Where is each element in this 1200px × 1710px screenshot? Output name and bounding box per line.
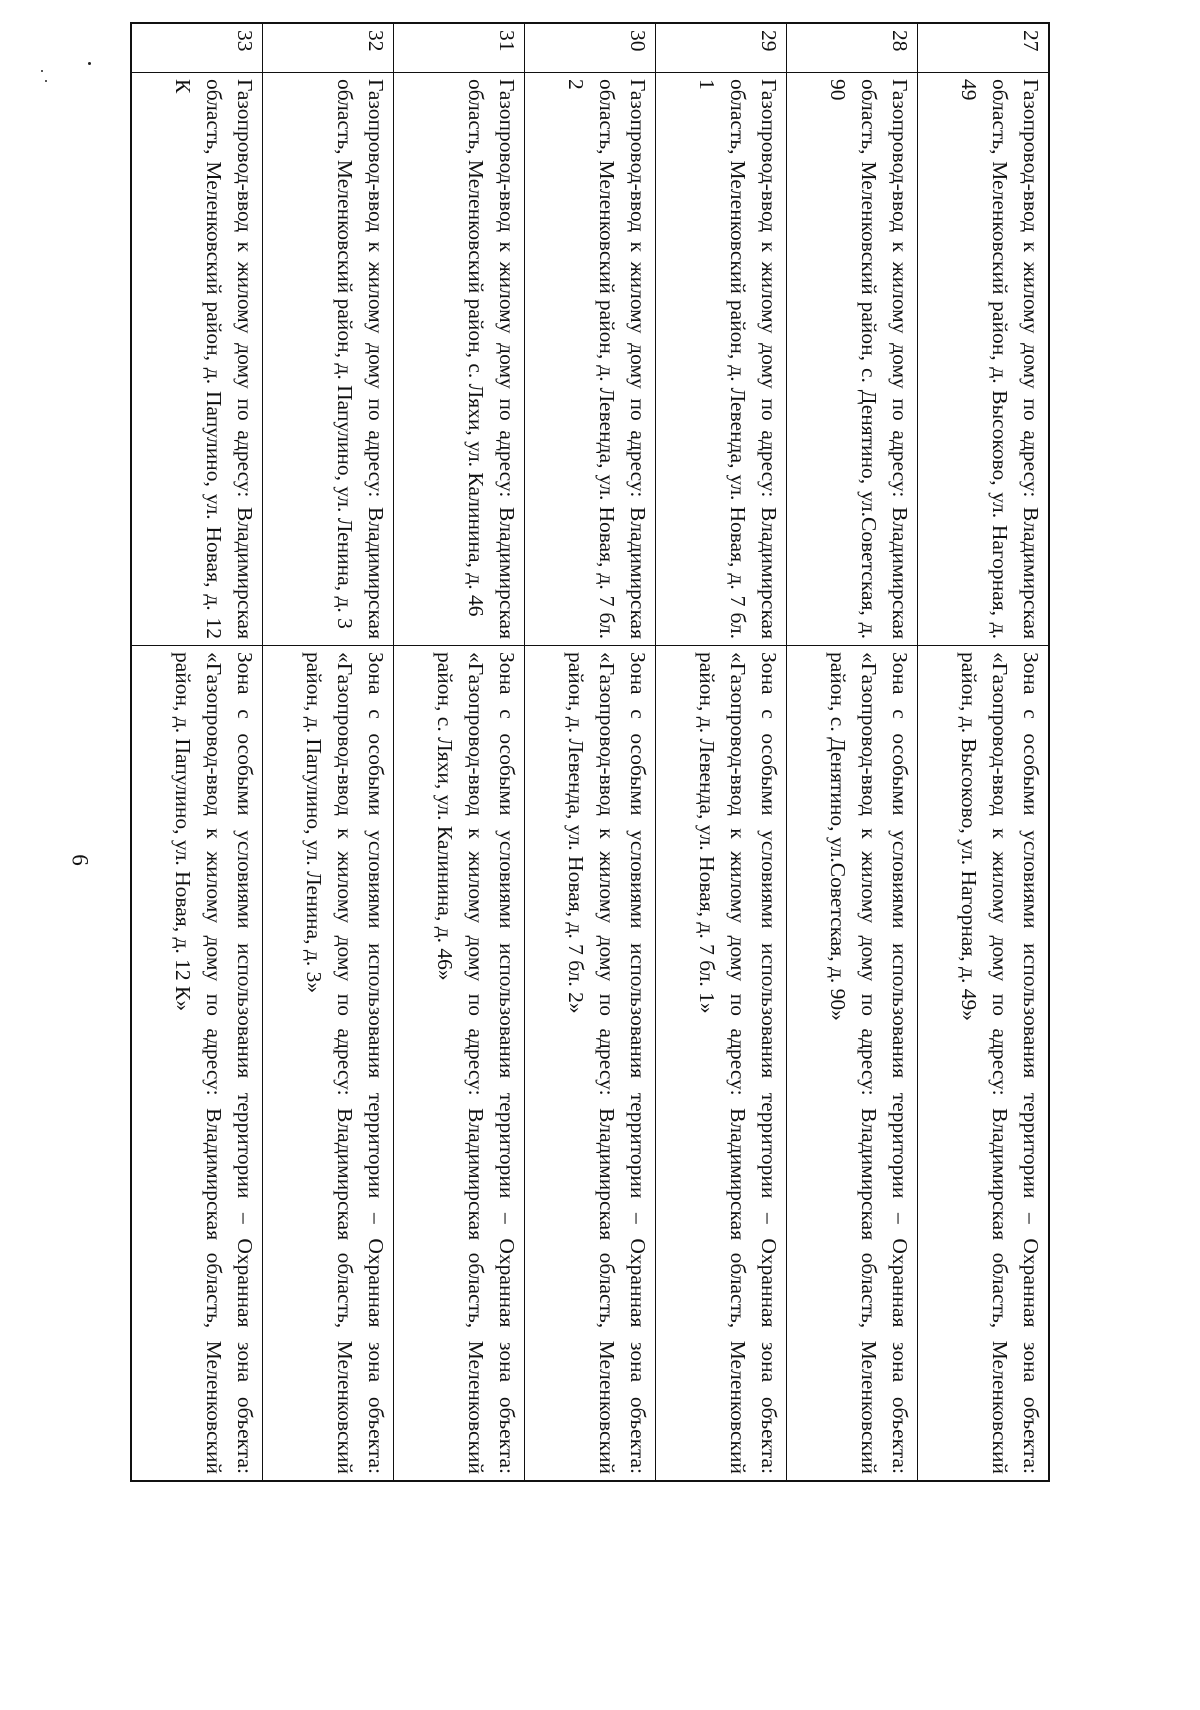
table-row <box>525 23 656 1481</box>
scan-speck <box>45 80 47 82</box>
scan-speck <box>41 70 43 72</box>
table-row <box>131 23 263 1481</box>
row-number: 31 <box>394 23 525 73</box>
table-row <box>917 23 1049 1481</box>
zone-description: Зона с особыми условиями использования территории – Охранная зона объекта: «Газопровод-ввод к жилому дому по адресу: Владимирская область, Меленковский район, д. Папулино, ул. Новая, д. 12 К» <box>131 646 263 1482</box>
page-number: 6 <box>67 854 93 866</box>
object-description: Газопровод-ввод к жилому дому по адресу: Владимирская область, Меленковский район, д. Папулино, ул. Новая, д. 12 К <box>131 73 263 646</box>
rotated-table-container <box>130 22 1050 1482</box>
zone-description: Зона с особыми условиями использования территории – Охранная зона объекта: «Газопровод-ввод к жилому дому по адресу: Владимирская область, Меленковский район, с. Ляхи, ул. Калинина, д. 46» <box>394 646 525 1482</box>
table-row <box>263 23 394 1481</box>
object-description: Газопровод-ввод к жилому дому по адресу: Владимирская область, Меленковский район, д. Высоково, ул. Нагорная, д. 49 <box>917 73 1049 646</box>
object-description: Газопровод-ввод к жилому дому по адресу: Владимирская область, Меленковский район, д. Левенда, ул. Новая, д. 7 бл. 1 <box>656 73 787 646</box>
row-number: 30 <box>525 23 656 73</box>
row-number: 29 <box>656 23 787 73</box>
object-description: Газопровод-ввод к жилому дому по адресу: Владимирская область, Меленковский район, д. Левенда, ул. Новая, д. 7 бл. 2 <box>525 73 656 646</box>
table-row <box>786 23 917 1481</box>
zone-description: Зона с особыми условиями использования территории – Охранная зона объекта: «Газопровод-ввод к жилому дому по адресу: Владимирская область, Меленковский район, д. Левенда, ул. Новая, д. 7 бл. 1» <box>656 646 787 1482</box>
object-description: Газопровод-ввод к жилому дому по адресу: Владимирская область, Меленковский район, с. Денятино, ул.Советская, д. 90 <box>786 73 917 646</box>
table-row <box>656 23 787 1481</box>
zone-description: Зона с особыми условиями использования территории – Охранная зона объекта: «Газопровод-ввод к жилому дому по адресу: Владимирская область, Меленковский район, д. Левенда, ул. Новая, д. 7 бл. 2» <box>525 646 656 1482</box>
object-description: Газопровод-ввод к жилому дому по адресу: Владимирская область, Меленковский район, с. Ляхи, ул. Калинина, д. 46 <box>394 73 525 646</box>
zones-table-body <box>131 23 1049 1481</box>
row-number: 27 <box>917 23 1049 73</box>
zone-description: Зона с особыми условиями использования территории – Охранная зона объекта: «Газопровод-ввод к жилому дому по адресу: Владимирская область, Меленковский район, д. Высоково, ул. Нагорная, д. 49» <box>917 646 1049 1482</box>
row-number: 32 <box>263 23 394 73</box>
object-description: Газопровод-ввод к жилому дому по адресу: Владимирская область, Меленковский район, д. Папулино, ул. Ленина, д. 3 <box>263 73 394 646</box>
row-number: 28 <box>786 23 917 73</box>
row-number: 33 <box>131 23 263 73</box>
table-row <box>394 23 525 1481</box>
scan-speck <box>88 62 91 65</box>
zone-description: Зона с особыми условиями использования территории – Охранная зона объекта: «Газопровод-ввод к жилому дому по адресу: Владимирская область, Меленковский район, д. Папулино, ул. Ленина, д. 3» <box>263 646 394 1482</box>
zones-table <box>130 22 1050 1482</box>
zone-description: Зона с особыми условиями использования территории – Охранная зона объекта: «Газопровод-ввод к жилому дому по адресу: Владимирская область, Меленковский район, с. Денятино, ул.Советская, д. 90» <box>786 646 917 1482</box>
